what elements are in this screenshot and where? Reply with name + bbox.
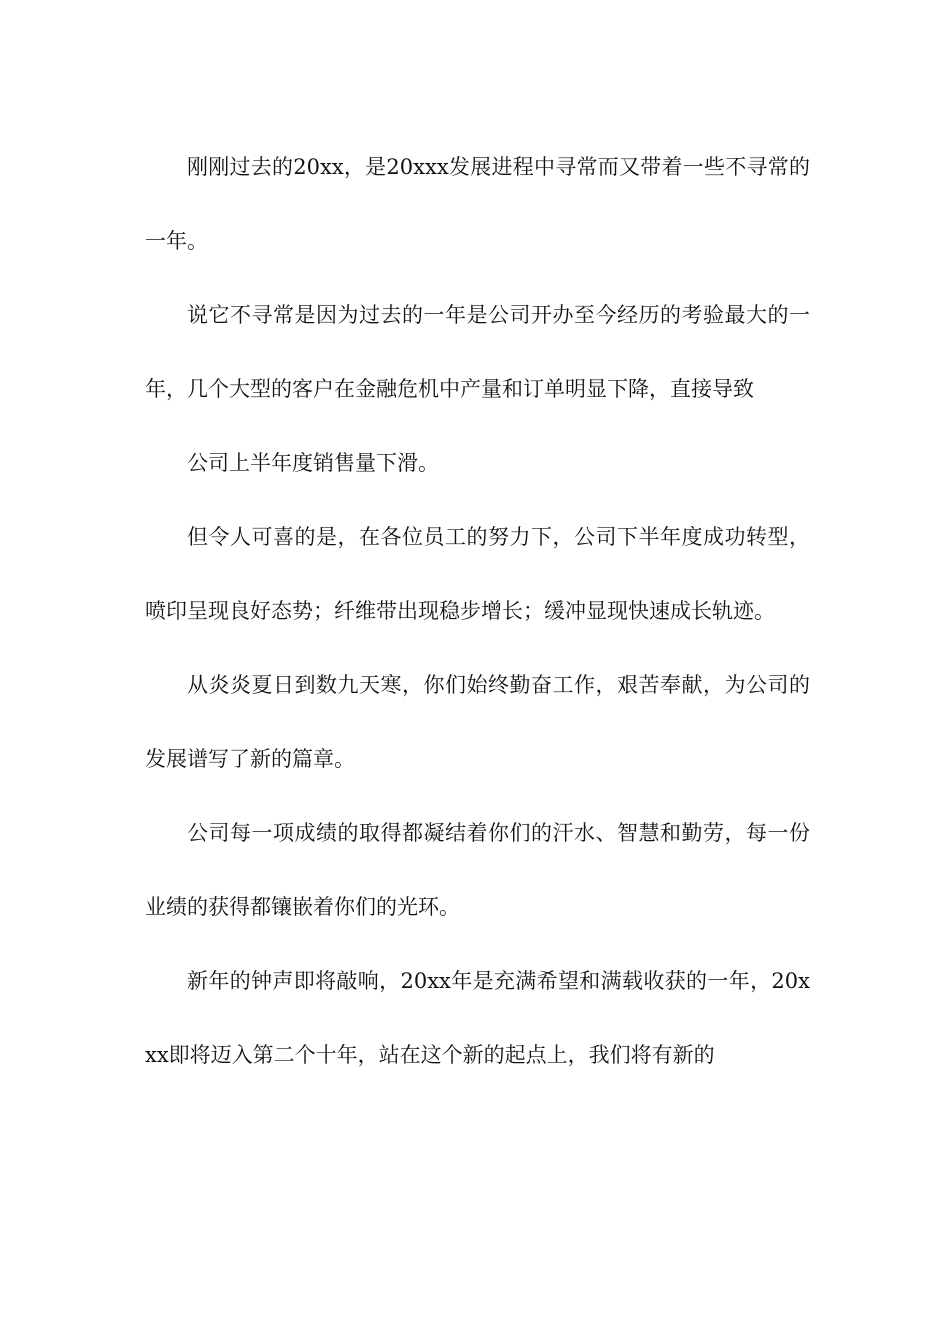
document-body <box>145 130 810 1092</box>
paragraph-5: 从炎炎夏日到数九天寒，你们始终勤奋工作，艰苦奉献，为公司的发展谱写了新的篇章。 <box>145 673 810 771</box>
paragraph-6: 公司每一项成绩的取得都凝结着你们的汗水、智慧和勤劳，每一份业绩的获得都镶嵌着你们的光环。 <box>145 821 810 919</box>
paragraph-4: 但令人可喜的是，在各位员工的努力下，公司下半年度成功转型，喷印呈现良好态势；纤维带出现稳步增长；缓冲显现快速成长轨迹。 <box>145 525 810 623</box>
paragraph-2: 说它不寻常是因为过去的一年是公司开办至今经历的考验最大的一年，几个大型的客户在金融危机中产量和订单明显下降，直接导致 <box>145 303 810 401</box>
paragraph-1: 刚刚过去的20xx，是20xxx发展进程中寻常而又带着一些不寻常的一年。 <box>145 155 810 253</box>
paragraph-7: 新年的钟声即将敲响，20xx年是充满希望和满载收获的一年，20xxx即将迈入第二个十年，站在这个新的起点上，我们将有新的 <box>145 969 810 1067</box>
paragraph-3: 公司上半年度销售量下滑。 <box>187 451 439 475</box>
